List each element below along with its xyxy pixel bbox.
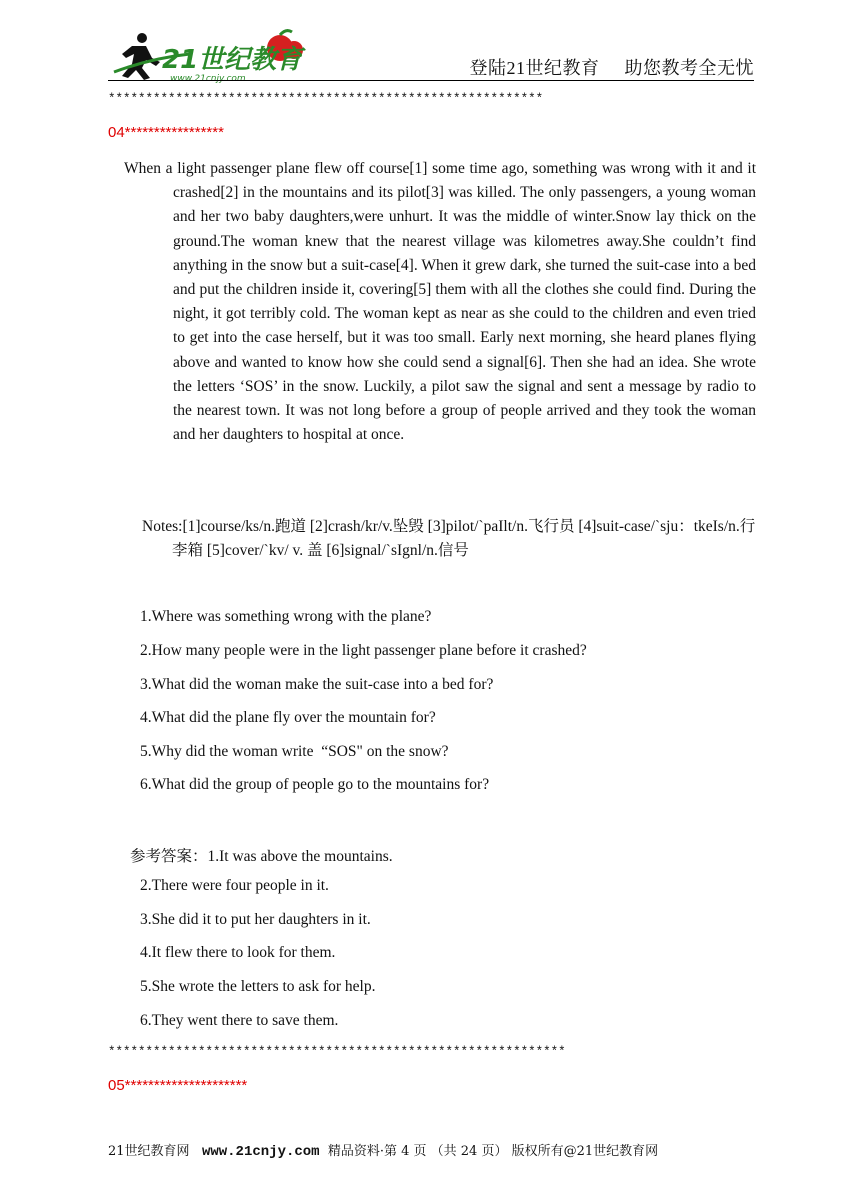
separator-line: ********************************************************** — [108, 92, 544, 106]
page-footer — [108, 1140, 658, 1160]
logo-url: www.21cnjy.com — [170, 74, 246, 84]
answer-item: 3.She did it to put her daughters in it. — [140, 911, 371, 928]
question-item: 4.What did the plane fly over the mountain for? — [140, 709, 436, 726]
footer-right: 精品资料·第 4 页 （共 24 页） 版权所有@21世纪教育网 — [319, 1144, 659, 1159]
header-title: 登陆21世纪教育 助您教考全无忧 — [469, 58, 754, 78]
question-item: 1.Where was something wrong with the plane? — [140, 608, 432, 625]
question-item: 2.How many people were in the light passenger plane before it crashed? — [140, 642, 587, 659]
section-label-05: 05********************* — [108, 1077, 248, 1094]
vocabulary-notes — [142, 515, 756, 563]
header-divider — [108, 80, 754, 81]
question-item: 3.What did the woman make the suit-case into a bed for? — [140, 676, 494, 693]
notes-text: Notes:[1]course/ks/n.跑道 [2]crash/kr/v.坠毁 [3]pilot/`paIlt/n.飞行员 [4]suit-case/`sju：tkeIs/n.行李箱 [5]cover/`kv/ v. 盖 [6]signal/`sIgnl/n.信号 — [142, 518, 756, 560]
footer-left: 21世纪教育网 — [108, 1144, 202, 1159]
answer-item: 4.It flew there to look for them. — [140, 944, 336, 961]
reading-passage — [124, 157, 756, 447]
answer-key-intro: 参考答案：1.It was above the mountains. — [130, 848, 393, 865]
site-logo — [112, 28, 312, 84]
passage-text: When a light passenger plane flew off course[1] some time ago, something was wrong with it and it crashed[2] in the mountains and its pilot[3] was killed. The only passengers, a young woman and her two baby daughters,were unhurt. It was the middle of winter.Snow lay thick on the ground.The woman knew that the nearest village was kilometres away.She couldn’t find anything in the snow but a suit-case[4]. When it grew dark, she turned the suit-case into a bed and put the children inside it, covering[5] them with all the clothes she could find. During the night, it got terribly cold. The woman kept as near as she could to the children and even tried to get into the case herself, but it was too small. Early next morning, she heard planes flying above and wanted to know how she could send a signal[6]. Then she had an idea. She wrote the letters ‘SOS’ in the snow. Luckily, a pilot saw the signal and sent a message by radio to the nearest town. It was not long before a group of people arrived and they took the woman and her daughters to hospital at once. — [124, 160, 756, 444]
logo-text: 21世纪教育 — [162, 45, 303, 75]
section-label-04: 04***************** — [108, 124, 224, 141]
answer-item: 2.There were four people in it. — [140, 877, 329, 894]
separator-line: ************************************************************* — [108, 1045, 566, 1059]
answer-item: 6.They went there to save them. — [140, 1012, 339, 1029]
footer-site-link[interactable]: www.21cnjy.com — [201, 1144, 320, 1160]
question-item: 6.What did the group of people go to the mountains for? — [140, 776, 490, 793]
answer-item: 5.She wrote the letters to ask for help. — [140, 978, 376, 995]
question-item: 5.Why did the woman write “SOS" on the snow? — [140, 743, 449, 760]
